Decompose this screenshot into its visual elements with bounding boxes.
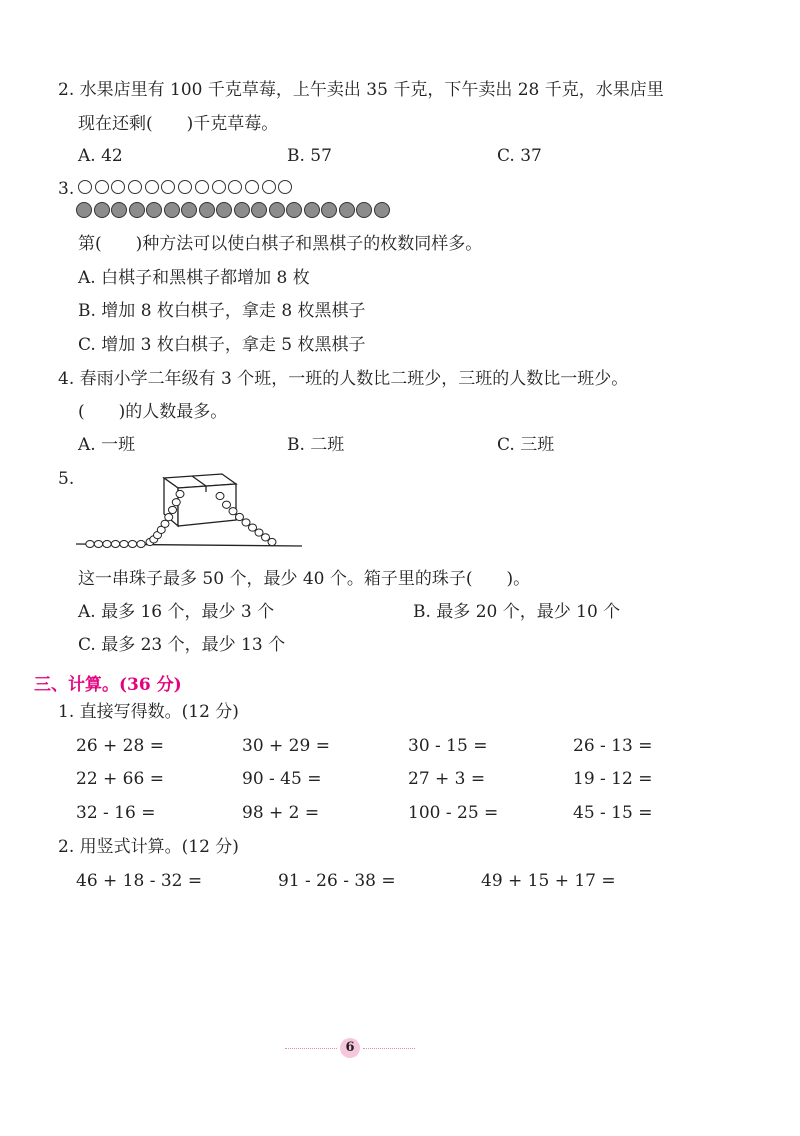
bead bbox=[176, 490, 184, 497]
black-piece bbox=[356, 202, 372, 218]
calc-item: 98 + 2 = bbox=[242, 803, 320, 823]
q5-option-b: B. 最多 20 个，最少 10 个 bbox=[413, 602, 621, 622]
black-piece bbox=[129, 202, 145, 218]
bead bbox=[128, 541, 136, 548]
black-piece bbox=[94, 202, 110, 218]
white-piece bbox=[212, 180, 226, 194]
calc-item: 30 + 29 = bbox=[242, 736, 330, 756]
bead bbox=[268, 538, 276, 545]
bead bbox=[223, 501, 231, 508]
white-piece bbox=[245, 180, 259, 194]
black-piece bbox=[286, 202, 302, 218]
bead bbox=[161, 520, 169, 527]
bead bbox=[249, 524, 257, 531]
white-piece bbox=[145, 180, 159, 194]
bead bbox=[137, 541, 145, 548]
bead bbox=[242, 519, 250, 526]
calc-item: 22 + 66 = bbox=[76, 769, 164, 789]
black-piece bbox=[199, 202, 215, 218]
bead bbox=[165, 514, 173, 521]
white-piece bbox=[128, 180, 142, 194]
black-piece bbox=[234, 202, 250, 218]
q2-stem-line2: 现在还剩( )千克草莓。 bbox=[78, 114, 279, 134]
white-piece bbox=[228, 180, 242, 194]
black-piece bbox=[164, 202, 180, 218]
calc-item: 100 - 25 = bbox=[408, 803, 499, 823]
calc-item: 30 - 15 = bbox=[408, 736, 488, 756]
q5-option-a: A. 最多 16 个，最少 3 个 bbox=[78, 602, 275, 622]
white-piece bbox=[95, 180, 109, 194]
white-piece bbox=[78, 180, 92, 194]
bead bbox=[120, 541, 128, 548]
vertical-calc-item: 91 - 26 - 38 = bbox=[278, 871, 396, 891]
q4-stem-line1: 4. 春雨小学二年级有 3 个班，一班的人数比二班少，三班的人数比一班少。 bbox=[58, 369, 629, 389]
white-piece bbox=[178, 180, 192, 194]
bead bbox=[229, 508, 237, 515]
black-pieces-row bbox=[76, 202, 391, 218]
black-piece bbox=[269, 202, 285, 218]
q4-option-b: B. 二班 bbox=[287, 435, 345, 455]
calc-item: 26 + 28 = bbox=[76, 736, 164, 756]
q5-number: 5. bbox=[58, 469, 75, 489]
bead bbox=[86, 541, 94, 548]
q2-option-c: C. 37 bbox=[497, 146, 542, 166]
bead bbox=[94, 541, 102, 548]
black-piece bbox=[251, 202, 267, 218]
part1-title: 1. 直接写得数。(12 分) bbox=[58, 702, 239, 722]
footer-dots-right bbox=[363, 1048, 415, 1049]
vertical-calc-item: 46 + 18 - 32 = bbox=[76, 871, 203, 891]
q4-stem-line2: ( )的人数最多。 bbox=[78, 402, 228, 422]
vertical-calc-item: 49 + 15 + 17 = bbox=[481, 871, 616, 891]
white-piece bbox=[111, 180, 125, 194]
black-piece bbox=[339, 202, 355, 218]
q2-stem-line1: 2. 水果店里有 100 千克草莓，上午卖出 35 千克，下午卖出 28 千克，水果店里 bbox=[58, 80, 664, 100]
calc-item: 32 - 16 = bbox=[76, 803, 156, 823]
black-piece bbox=[216, 202, 232, 218]
q3-stem: 第( )种方法可以使白棋子和黑棋子的枚数同样多。 bbox=[78, 234, 483, 254]
bead bbox=[169, 506, 177, 513]
calc-item: 26 - 13 = bbox=[573, 736, 653, 756]
box-with-beads-illustration bbox=[74, 466, 306, 556]
black-piece bbox=[374, 202, 390, 218]
footer-dots-left bbox=[285, 1048, 337, 1049]
q5-stem: 这一串珠子最多 50 个，最少 40 个。箱子里的珠子( )。 bbox=[78, 569, 531, 589]
white-piece bbox=[262, 180, 276, 194]
calc-item: 19 - 12 = bbox=[573, 769, 653, 789]
q3-option-b: B. 增加 8 枚白棋子，拿走 8 枚黑棋子 bbox=[78, 301, 366, 321]
page-footer bbox=[285, 1038, 415, 1058]
bead bbox=[236, 513, 244, 520]
black-piece bbox=[304, 202, 320, 218]
bead bbox=[103, 541, 111, 548]
page-number: 6 bbox=[340, 1038, 360, 1058]
calc-item: 45 - 15 = bbox=[573, 803, 653, 823]
q4-option-c: C. 三班 bbox=[497, 435, 555, 455]
calc-item: 27 + 3 = bbox=[408, 769, 486, 789]
part2-title: 2. 用竖式计算。(12 分) bbox=[58, 837, 239, 857]
q3-number: 3. bbox=[58, 179, 75, 199]
bead bbox=[111, 541, 119, 548]
calc-item: 90 - 45 = bbox=[242, 769, 322, 789]
white-pieces-row bbox=[78, 180, 295, 194]
q2-option-a: A. 42 bbox=[78, 146, 123, 166]
bead bbox=[216, 492, 224, 499]
black-piece bbox=[76, 202, 92, 218]
q5-option-c: C. 最多 23 个，最少 13 个 bbox=[78, 635, 286, 655]
white-piece bbox=[278, 180, 292, 194]
q3-option-c: C. 增加 3 枚白棋子，拿走 5 枚黑棋子 bbox=[78, 335, 366, 355]
q4-option-a: A. 一班 bbox=[78, 435, 136, 455]
black-piece bbox=[111, 202, 127, 218]
white-piece bbox=[195, 180, 209, 194]
q3-option-a: A. 白棋子和黑棋子都增加 8 枚 bbox=[78, 268, 310, 288]
q2-option-b: B. 57 bbox=[287, 146, 332, 166]
bead bbox=[172, 499, 180, 506]
black-piece bbox=[321, 202, 337, 218]
black-piece bbox=[181, 202, 197, 218]
white-piece bbox=[161, 180, 175, 194]
black-piece bbox=[146, 202, 162, 218]
section-3-title: 三、计算。(36 分) bbox=[34, 675, 182, 695]
